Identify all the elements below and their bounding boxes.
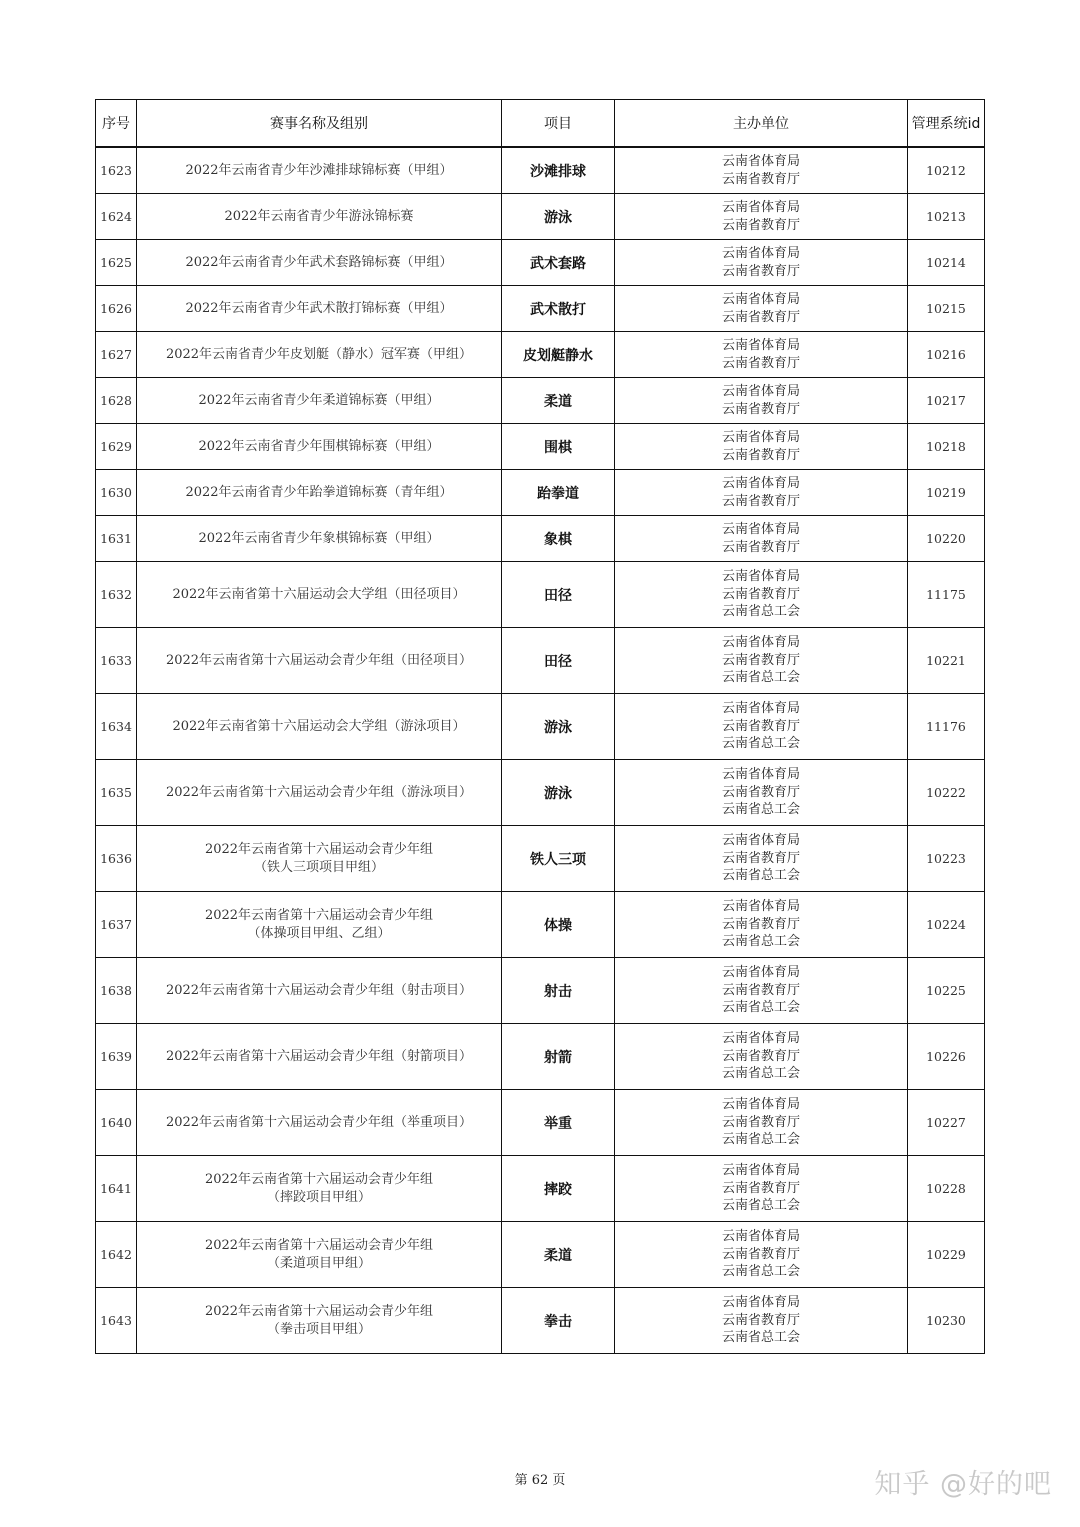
- organizer-line: 云南省总工会: [721, 1198, 800, 1214]
- organizer-line: 云南省教育厅: [721, 718, 800, 734]
- cell-project: 武术套路: [502, 240, 615, 286]
- table-row: [96, 1288, 985, 1354]
- event-name-line: 2022年云南省第十六届运动会青少年组: [204, 907, 434, 923]
- cell-project: 沙滩排球: [502, 147, 615, 194]
- table-row: [96, 194, 985, 240]
- cell-management-id: 10212: [908, 147, 985, 194]
- header-organizer: 主办单位: [615, 100, 908, 148]
- event-name-line: 2022年云南省第十六届运动会大学组（游泳项目）: [172, 718, 466, 734]
- table-row: [96, 1156, 985, 1222]
- organizer-line: 云南省体育局: [721, 569, 800, 585]
- event-name-line: （柔道项目甲组）: [266, 1255, 371, 1271]
- cell-management-id: 10217: [908, 378, 985, 424]
- organizer-line: 云南省教育厅: [721, 539, 800, 555]
- cell-organizer: [615, 694, 908, 760]
- table-row: [96, 694, 985, 760]
- cell-organizer: [615, 194, 908, 240]
- cell-organizer: [615, 892, 908, 958]
- cell-seq: 1640: [96, 1090, 137, 1156]
- organizer-line: 云南省总工会: [721, 736, 800, 752]
- cell-seq: 1635: [96, 760, 137, 826]
- event-name-line: 2022年云南省第十六届运动会青少年组（射击项目）: [165, 982, 473, 998]
- table-row: [96, 332, 985, 378]
- cell-project: 田径: [502, 628, 615, 694]
- organizer-line: 云南省总工会: [721, 604, 800, 620]
- cell-organizer: [615, 1090, 908, 1156]
- organizer-line: 云南省教育厅: [721, 1048, 800, 1064]
- cell-management-id: 10224: [908, 892, 985, 958]
- organizer-line: 云南省体育局: [721, 246, 800, 261]
- events-table: [95, 99, 985, 1354]
- cell-seq: 1629: [96, 424, 137, 470]
- organizer-line: 云南省总工会: [721, 1066, 800, 1082]
- cell-event-name: [137, 194, 502, 240]
- cell-organizer: [615, 147, 908, 194]
- cell-event-name: [137, 286, 502, 332]
- organizer-line: 云南省体育局: [721, 767, 800, 783]
- cell-management-id: 11175: [908, 562, 985, 628]
- event-name-line: （摔跤项目甲组）: [266, 1189, 371, 1205]
- organizer-line: 云南省总工会: [721, 802, 800, 818]
- cell-seq: 1627: [96, 332, 137, 378]
- table-row: [96, 628, 985, 694]
- event-name-line: 2022年云南省第十六届运动会青少年组（田径项目）: [165, 652, 473, 668]
- cell-management-id: 10227: [908, 1090, 985, 1156]
- table-row: [96, 562, 985, 628]
- cell-seq: 1631: [96, 516, 137, 562]
- organizer-line: 云南省体育局: [721, 1229, 800, 1245]
- organizer-line: 云南省体育局: [721, 1295, 800, 1311]
- event-name-line: 2022年云南省青少年武术散打锦标赛（甲组）: [185, 300, 453, 316]
- cell-project: 举重: [502, 1090, 615, 1156]
- table-row: [96, 826, 985, 892]
- cell-event-name: [137, 1222, 502, 1288]
- cell-management-id: 10216: [908, 332, 985, 378]
- organizer-line: 云南省总工会: [721, 934, 800, 950]
- organizer-line: 云南省体育局: [721, 1097, 800, 1113]
- header-project: 项目: [502, 100, 615, 148]
- event-name-line: 2022年云南省青少年游泳锦标赛: [224, 208, 414, 224]
- cell-seq: 1624: [96, 194, 137, 240]
- cell-management-id: 10221: [908, 628, 985, 694]
- cell-organizer: [615, 378, 908, 424]
- organizer-line: 云南省体育局: [721, 635, 800, 651]
- organizer-line: 云南省教育厅: [721, 586, 800, 602]
- table-row: [96, 516, 985, 562]
- organizer-line: 云南省体育局: [721, 1163, 800, 1179]
- table-row: [96, 240, 985, 286]
- cell-event-name: [137, 516, 502, 562]
- organizer-line: 云南省教育厅: [721, 1246, 800, 1262]
- cell-event-name: [137, 240, 502, 286]
- table-row: [96, 958, 985, 1024]
- cell-organizer: [615, 1024, 908, 1090]
- organizer-line: 云南省教育厅: [721, 217, 800, 233]
- cell-event-name: [137, 562, 502, 628]
- organizer-line: 云南省总工会: [721, 670, 800, 686]
- event-name-line: 2022年云南省第十六届运动会青少年组: [204, 1303, 434, 1319]
- organizer-line: 云南省总工会: [721, 1000, 800, 1016]
- cell-project: 跆拳道: [502, 470, 615, 516]
- cell-seq: 1637: [96, 892, 137, 958]
- cell-seq: 1633: [96, 628, 137, 694]
- organizer-line: 云南省教育厅: [721, 493, 800, 509]
- event-name-line: 2022年云南省青少年武术套路锦标赛（甲组）: [185, 254, 453, 270]
- event-name-line: 2022年云南省第十六届运动会青少年组（射箭项目）: [165, 1048, 473, 1064]
- cell-project: 游泳: [502, 194, 615, 240]
- cell-project: 铁人三项: [502, 826, 615, 892]
- table-row: [96, 470, 985, 516]
- organizer-line: 云南省教育厅: [721, 355, 800, 371]
- cell-organizer: [615, 1222, 908, 1288]
- event-name-line: 2022年云南省第十六届运动会大学组（田径项目）: [172, 586, 466, 602]
- cell-management-id: 10229: [908, 1222, 985, 1288]
- cell-organizer: [615, 628, 908, 694]
- cell-organizer: [615, 516, 908, 562]
- cell-event-name: [137, 378, 502, 424]
- event-name-line: 2022年云南省青少年象棋锦标赛（甲组）: [198, 530, 440, 546]
- table-row: [96, 1222, 985, 1288]
- event-name-line: 2022年云南省青少年皮划艇（静水）冠军赛（甲组）: [165, 346, 473, 362]
- cell-organizer: [615, 1288, 908, 1354]
- cell-event-name: [137, 1288, 502, 1354]
- cell-event-name: [137, 1024, 502, 1090]
- organizer-line: 云南省教育厅: [721, 850, 800, 866]
- table-row: [96, 147, 985, 194]
- organizer-line: 云南省教育厅: [721, 401, 800, 417]
- organizer-line: 云南省体育局: [721, 200, 800, 215]
- cell-management-id: 10226: [908, 1024, 985, 1090]
- table-row: [96, 892, 985, 958]
- cell-seq: 1642: [96, 1222, 137, 1288]
- cell-management-id: 10219: [908, 470, 985, 516]
- cell-management-id: 10230: [908, 1288, 985, 1354]
- cell-project: 柔道: [502, 378, 615, 424]
- cell-event-name: [137, 826, 502, 892]
- cell-seq: 1641: [96, 1156, 137, 1222]
- organizer-line: 云南省体育局: [721, 430, 800, 445]
- organizer-line: 云南省教育厅: [721, 1114, 800, 1130]
- cell-organizer: [615, 562, 908, 628]
- organizer-line: 云南省教育厅: [721, 652, 800, 668]
- cell-project: 皮划艇静水: [502, 332, 615, 378]
- cell-event-name: [137, 628, 502, 694]
- cell-organizer: [615, 424, 908, 470]
- cell-organizer: [615, 1156, 908, 1222]
- organizer-line: 云南省总工会: [721, 868, 800, 884]
- cell-event-name: [137, 760, 502, 826]
- organizer-line: 云南省教育厅: [721, 263, 800, 279]
- page-number: 第 62 页: [514, 1473, 566, 1488]
- table-row: [96, 286, 985, 332]
- cell-event-name: [137, 694, 502, 760]
- cell-management-id: 10228: [908, 1156, 985, 1222]
- cell-project: 射击: [502, 958, 615, 1024]
- cell-seq: 1634: [96, 694, 137, 760]
- cell-management-id: 10218: [908, 424, 985, 470]
- event-name-line: 2022年云南省青少年沙滩排球锦标赛（甲组）: [185, 162, 453, 178]
- cell-event-name: [137, 424, 502, 470]
- cell-seq: 1626: [96, 286, 137, 332]
- cell-event-name: [137, 892, 502, 958]
- cell-event-name: [137, 1156, 502, 1222]
- cell-organizer: [615, 470, 908, 516]
- cell-event-name: [137, 332, 502, 378]
- table-row: [96, 1024, 985, 1090]
- watermark: 知乎 @好的吧: [874, 1469, 1052, 1500]
- cell-organizer: [615, 760, 908, 826]
- event-name-line: 2022年云南省青少年跆拳道锦标赛（青年组）: [185, 484, 453, 500]
- table-row: [96, 760, 985, 826]
- cell-event-name: [137, 470, 502, 516]
- header-event-name: 赛事名称及组别: [137, 100, 502, 148]
- organizer-line: 云南省总工会: [721, 1132, 800, 1148]
- cell-management-id: 10213: [908, 194, 985, 240]
- cell-seq: 1638: [96, 958, 137, 1024]
- organizer-line: 云南省体育局: [721, 1031, 800, 1047]
- event-name-line: （体操项目甲组、乙组）: [247, 925, 391, 941]
- organizer-line: 云南省教育厅: [721, 982, 800, 998]
- cell-event-name: [137, 147, 502, 194]
- organizer-line: 云南省体育局: [721, 522, 800, 537]
- organizer-line: 云南省总工会: [721, 1264, 800, 1280]
- cell-project: 柔道: [502, 1222, 615, 1288]
- cell-organizer: [615, 958, 908, 1024]
- organizer-line: 云南省教育厅: [721, 309, 800, 325]
- cell-project: 游泳: [502, 694, 615, 760]
- cell-project: 射箭: [502, 1024, 615, 1090]
- cell-project: 武术散打: [502, 286, 615, 332]
- cell-project: 摔跤: [502, 1156, 615, 1222]
- event-name-line: 2022年云南省第十六届运动会青少年组: [204, 841, 434, 857]
- event-name-line: （拳击项目甲组）: [266, 1321, 371, 1337]
- organizer-line: 云南省体育局: [721, 292, 800, 307]
- organizer-line: 云南省教育厅: [721, 171, 800, 187]
- cell-organizer: [615, 240, 908, 286]
- organizer-line: 云南省体育局: [721, 338, 800, 353]
- cell-event-name: [137, 958, 502, 1024]
- organizer-line: 云南省体育局: [721, 701, 800, 717]
- cell-seq: 1628: [96, 378, 137, 424]
- table-row: [96, 424, 985, 470]
- table-body: [96, 147, 985, 1354]
- cell-project: 田径: [502, 562, 615, 628]
- cell-management-id: 10215: [908, 286, 985, 332]
- header-row: [96, 100, 985, 148]
- event-name-line: （铁人三项项目甲组）: [253, 859, 384, 875]
- cell-management-id: 10220: [908, 516, 985, 562]
- cell-project: 拳击: [502, 1288, 615, 1354]
- cell-project: 围棋: [502, 424, 615, 470]
- cell-seq: 1639: [96, 1024, 137, 1090]
- organizer-line: 云南省教育厅: [721, 784, 800, 800]
- cell-organizer: [615, 332, 908, 378]
- cell-management-id: 10214: [908, 240, 985, 286]
- cell-management-id: 10225: [908, 958, 985, 1024]
- cell-project: 游泳: [502, 760, 615, 826]
- organizer-line: 云南省教育厅: [721, 1180, 800, 1196]
- cell-seq: 1643: [96, 1288, 137, 1354]
- cell-seq: 1623: [96, 147, 137, 194]
- cell-seq: 1636: [96, 826, 137, 892]
- event-name-line: 2022年云南省青少年柔道锦标赛（甲组）: [198, 392, 440, 408]
- header-management-id: 管理系统id: [908, 100, 985, 148]
- cell-seq: 1632: [96, 562, 137, 628]
- organizer-line: 云南省教育厅: [721, 447, 800, 463]
- cell-project: 体操: [502, 892, 615, 958]
- organizer-line: 云南省体育局: [721, 154, 800, 169]
- organizer-line: 云南省体育局: [721, 833, 800, 849]
- organizer-line: 云南省教育厅: [721, 916, 800, 932]
- cell-management-id: 10222: [908, 760, 985, 826]
- cell-organizer: [615, 826, 908, 892]
- cell-project: 象棋: [502, 516, 615, 562]
- organizer-line: 云南省体育局: [721, 476, 800, 491]
- organizer-line: 云南省总工会: [721, 1330, 800, 1346]
- table-row: [96, 1090, 985, 1156]
- organizer-line: 云南省体育局: [721, 384, 800, 399]
- cell-organizer: [615, 286, 908, 332]
- event-name-line: 2022年云南省第十六届运动会青少年组: [204, 1171, 434, 1187]
- cell-seq: 1630: [96, 470, 137, 516]
- cell-management-id: 10223: [908, 826, 985, 892]
- organizer-line: 云南省体育局: [721, 899, 800, 915]
- organizer-line: 云南省体育局: [721, 965, 800, 981]
- cell-event-name: [137, 1090, 502, 1156]
- cell-seq: 1625: [96, 240, 137, 286]
- event-name-line: 2022年云南省第十六届运动会青少年组（举重项目）: [165, 1114, 473, 1130]
- header-seq: 序号: [96, 100, 137, 148]
- event-name-line: 2022年云南省第十六届运动会青少年组: [204, 1237, 434, 1253]
- event-name-line: 2022年云南省青少年围棋锦标赛（甲组）: [198, 438, 440, 454]
- event-name-line: 2022年云南省第十六届运动会青少年组（游泳项目）: [165, 784, 473, 800]
- table-row: [96, 378, 985, 424]
- cell-management-id: 11176: [908, 694, 985, 760]
- organizer-line: 云南省教育厅: [721, 1312, 800, 1328]
